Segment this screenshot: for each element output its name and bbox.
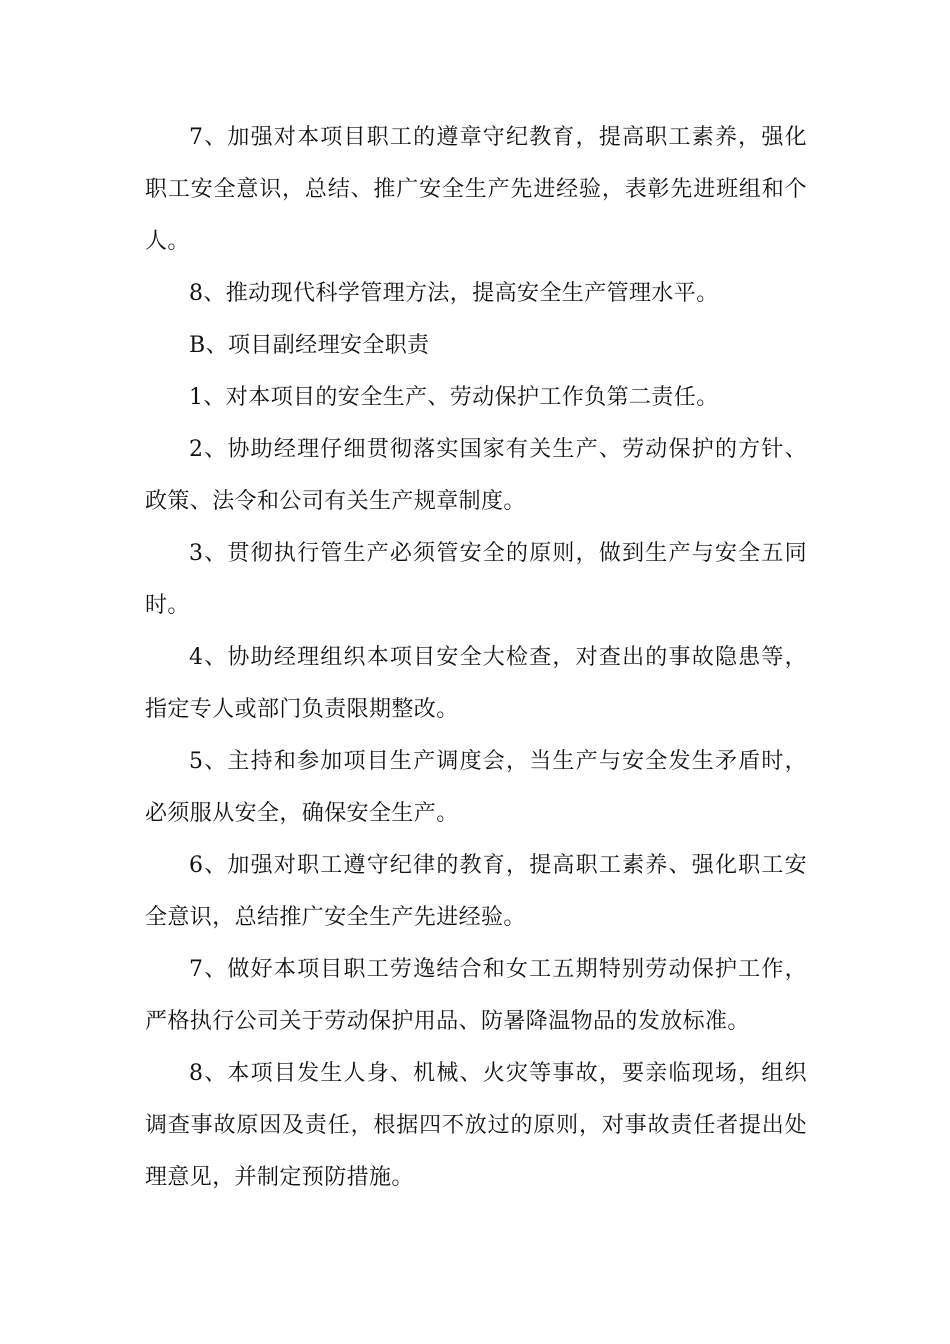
document-body bbox=[145, 112, 807, 1204]
section-heading-deputy-manager: B、项目副经理安全职责 bbox=[189, 333, 430, 358]
paragraph-item-4: 4、协助经理组织本项目安全大检查，对查出的事故隐患等，指定专人或部门负责限期整改。 bbox=[145, 645, 807, 722]
paragraph-item-7: 7、做好本项目职工劳逸结合和女工五期特别劳动保护工作，严格执行公司关于劳动保护用品、防暑降温物品的发放标准。 bbox=[145, 957, 807, 1034]
paragraph-item-7-education: 7、加强对本项目职工的遵章守纪教育，提高职工素养，强化职工安全意识，总结、推广安全生产先进经验，表彰先进班组和个人。 bbox=[145, 125, 807, 254]
paragraph-item-8: 8、本项目发生人身、机械、火灾等事故，要亲临现场，组织调查事故原因及责任，根据四不放过的原则，对事故责任者提出处理意见，并制定预防措施。 bbox=[145, 1061, 807, 1190]
paragraph-item-3: 3、贯彻执行管生产必须管安全的原则，做到生产与安全五同时。 bbox=[145, 541, 807, 618]
paragraph-item-5: 5、主持和参加项目生产调度会，当生产与安全发生矛盾时，必须服从安全，确保安全生产。 bbox=[145, 749, 807, 826]
paragraph-item-2: 2、协助经理仔细贯彻落实国家有关生产、劳动保护的方针、政策、法令和公司有关生产规章制度。 bbox=[145, 437, 807, 514]
paragraph-item-8-management: 8、推动现代科学管理方法，提高安全生产管理水平。 bbox=[189, 281, 719, 306]
paragraph-item-6: 6、加强对职工遵守纪律的教育，提高职工素养、强化职工安全意识，总结推广安全生产先进经验。 bbox=[145, 853, 807, 930]
paragraph-item-1: 1、对本项目的安全生产、劳动保护工作负第二责任。 bbox=[189, 385, 719, 410]
